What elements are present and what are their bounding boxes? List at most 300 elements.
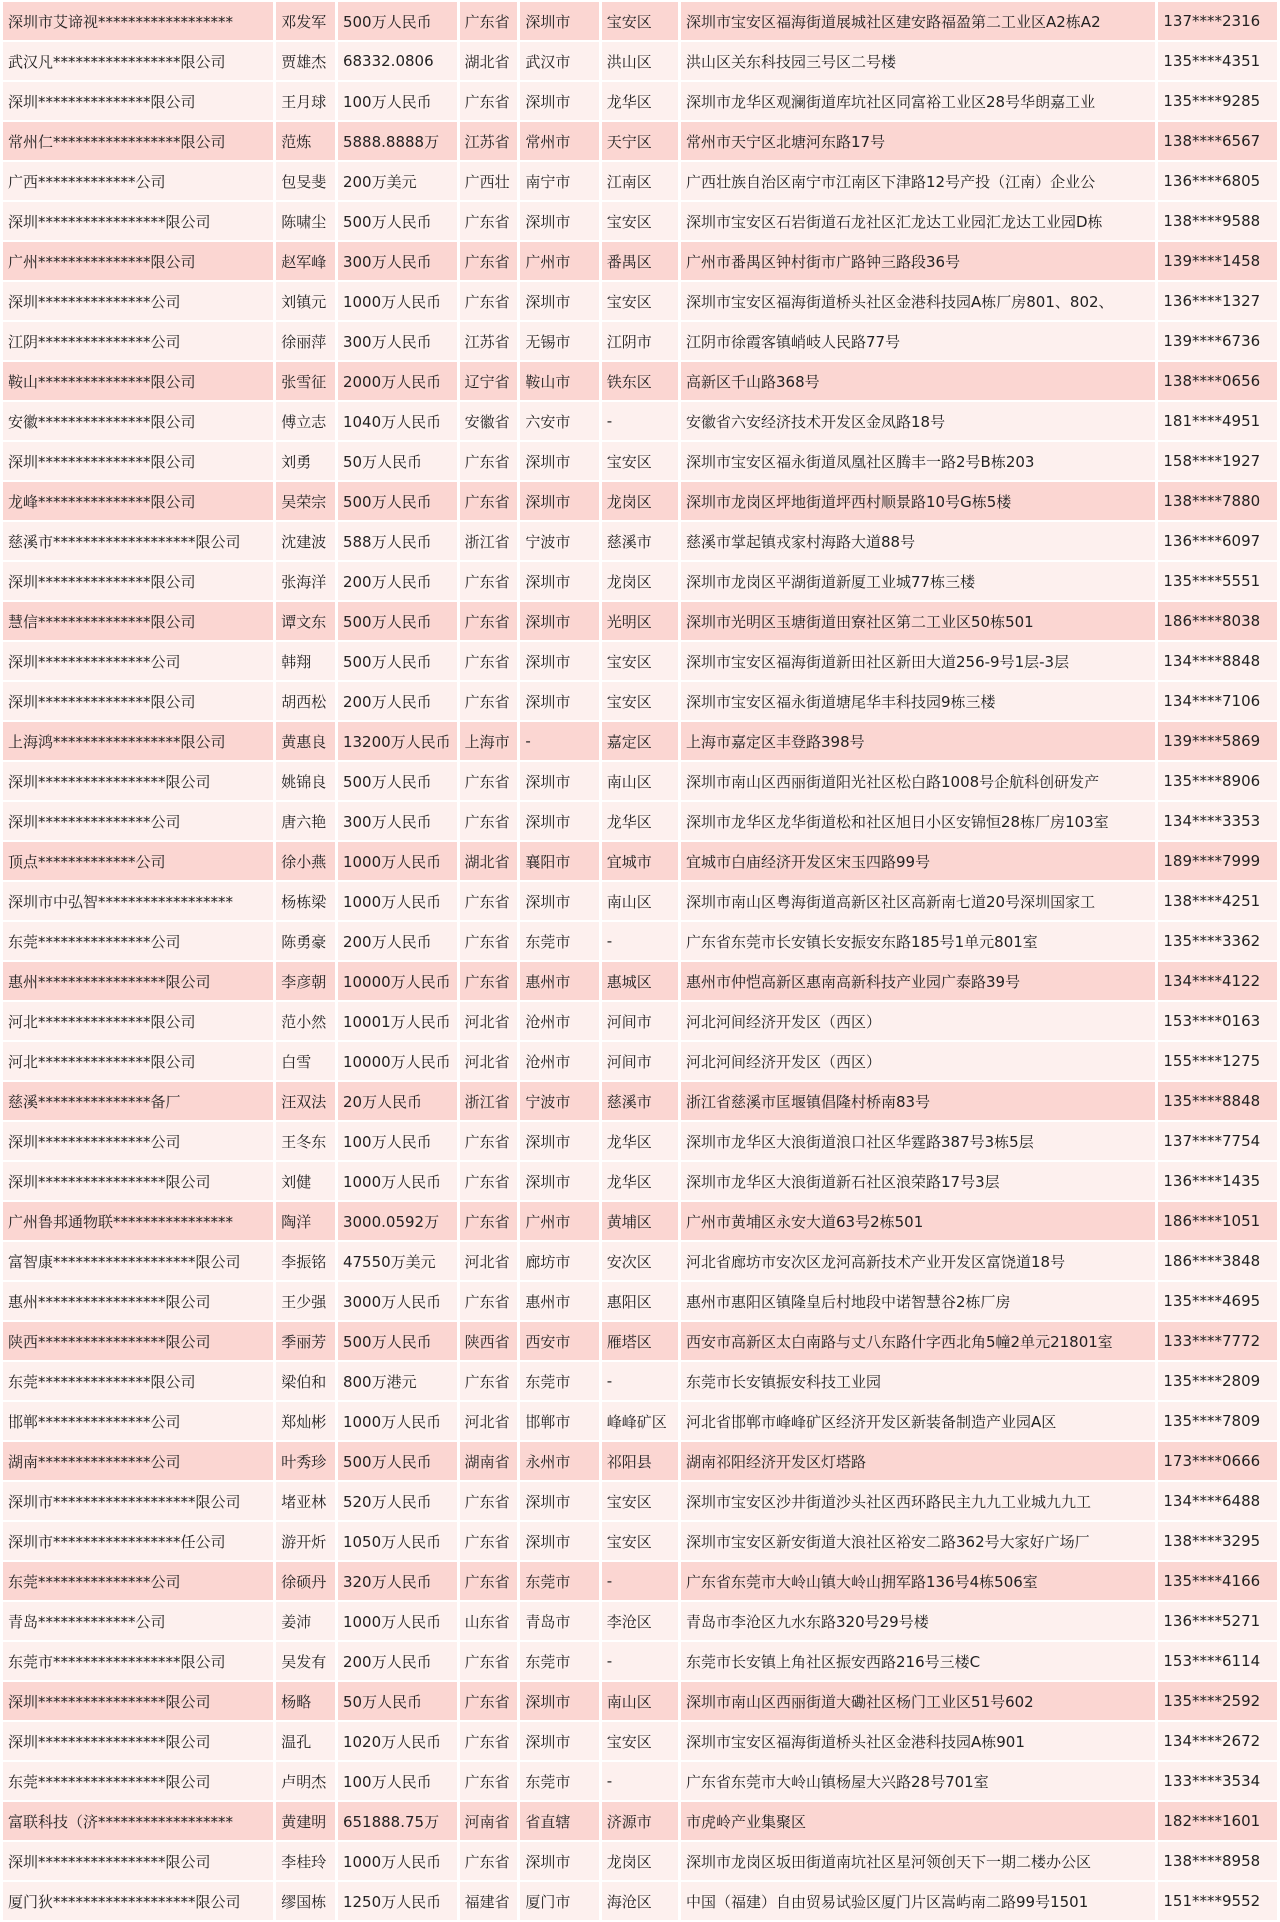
address-cell: 广西壮族自治区南宁市江南区下津路12号产投（江南）企业公 [681,162,1155,200]
district-cell: 黄埔区 [602,1202,678,1240]
district-cell: 宝安区 [602,202,678,240]
city-cell: 深圳市 [520,1722,598,1760]
city-cell: 东莞市 [520,1562,598,1600]
address-cell: 惠州市仲恺高新区惠南高新科技产业园广泰路39号 [681,962,1155,1000]
province-cell: 河北省 [460,1002,518,1040]
address-cell: 深圳市龙岗区坪地街道坪西村顺景路10号G栋5楼 [681,482,1155,520]
district-cell: 洪山区 [602,42,678,80]
address-cell: 深圳市宝安区福永街道塘尾华丰科技园9栋三楼 [681,682,1155,720]
registered-capital-cell: 5888.8888万 [338,122,457,160]
district-cell: 龙华区 [602,82,678,120]
phone-cell: 181****4951 [1158,402,1277,440]
company-name-cell: 顶点*************公司 [3,842,273,880]
phone-cell: 133****3534 [1158,1762,1277,1800]
district-cell: 峰峰矿区 [602,1402,678,1440]
province-cell: 广东省 [460,482,518,520]
table-row [3,1722,1277,1760]
province-cell: 福建省 [460,1882,518,1920]
registered-capital-cell: 500万人民币 [338,602,457,640]
province-cell: 广东省 [460,1642,518,1680]
company-name-cell: 深圳*****************限公司 [3,762,273,800]
city-cell: 深圳市 [520,802,598,840]
phone-cell: 138****7880 [1158,482,1277,520]
company-name-cell: 富联科技（济****************** [3,1802,273,1840]
address-cell: 高新区千山路368号 [681,362,1155,400]
registered-capital-cell: 1000万人民币 [338,1162,457,1200]
address-cell: 广东省东莞市大岭山镇大岭山拥军路136号4栋506室 [681,1562,1155,1600]
company-name-cell: 陕西*****************限公司 [3,1322,273,1360]
phone-cell: 134****3353 [1158,802,1277,840]
company-name-cell: 慈溪***************备厂 [3,1082,273,1120]
company-name-cell: 河北***************限公司 [3,1042,273,1080]
city-cell: 东莞市 [520,1642,598,1680]
district-cell: 李沧区 [602,1602,678,1640]
phone-cell: 135****2592 [1158,1682,1277,1720]
phone-cell: 136****6097 [1158,522,1277,560]
city-cell: 深圳市 [520,602,598,640]
table-row [3,42,1277,80]
registered-capital-cell: 1020万人民币 [338,1722,457,1760]
table-row [3,1522,1277,1560]
city-cell: 深圳市 [520,282,598,320]
legal-person-cell: 徐小燕 [276,842,335,880]
phone-cell: 134****6488 [1158,1482,1277,1520]
company-name-cell: 上海鸿*****************限公司 [3,722,273,760]
table-row [3,1122,1277,1160]
registered-capital-cell: 100万人民币 [338,1762,457,1800]
province-cell: 河北省 [460,1402,518,1440]
phone-cell: 136****6805 [1158,162,1277,200]
legal-person-cell: 温孔 [276,1722,335,1760]
phone-cell: 135****7809 [1158,1402,1277,1440]
table-row [3,1082,1277,1120]
registered-capital-cell: 500万人民币 [338,2,457,40]
province-cell: 广东省 [460,642,518,680]
district-cell: 雁塔区 [602,1322,678,1360]
address-cell: 慈溪市掌起镇戎家村海路大道88号 [681,522,1155,560]
table-row [3,1842,1277,1880]
legal-person-cell: 郑灿彬 [276,1402,335,1440]
city-cell: 常州市 [520,122,598,160]
district-cell: 宝安区 [602,2,678,40]
address-cell: 洪山区关东科技园三号区二号楼 [681,42,1155,80]
table-row [3,82,1277,120]
table-row [3,402,1277,440]
legal-person-cell: 杨栋梁 [276,882,335,920]
city-cell: 深圳市 [520,562,598,600]
address-cell: 河北河间经济开发区（西区） [681,1002,1155,1040]
city-cell: 深圳市 [520,642,598,680]
address-cell: 深圳市宝安区福海街道新田社区新田大道256-9号1层-3层 [681,642,1155,680]
registered-capital-cell: 200万人民币 [338,562,457,600]
district-cell: 天宁区 [602,122,678,160]
legal-person-cell: 李振铭 [276,1242,335,1280]
company-table-body [3,2,1277,1920]
company-name-cell: 安徽***************限公司 [3,402,273,440]
phone-cell: 138****9588 [1158,202,1277,240]
district-cell: 光明区 [602,602,678,640]
phone-cell: 135****3362 [1158,922,1277,960]
province-cell: 广东省 [460,1362,518,1400]
company-name-cell: 深圳***************公司 [3,802,273,840]
city-cell: 厦门市 [520,1882,598,1920]
legal-person-cell: 缪国栋 [276,1882,335,1920]
registered-capital-cell: 300万人民币 [338,802,457,840]
legal-person-cell: 陈啸尘 [276,202,335,240]
company-name-cell: 深圳***************限公司 [3,82,273,120]
phone-cell: 138****0656 [1158,362,1277,400]
company-name-cell: 湖南***************公司 [3,1442,273,1480]
legal-person-cell: 李桂玲 [276,1842,335,1880]
phone-cell: 153****6114 [1158,1642,1277,1680]
city-cell: 省直辖 [520,1802,598,1840]
phone-cell: 134****7106 [1158,682,1277,720]
address-cell: 河北省廊坊市安次区龙河高新技术产业开发区富饶道18号 [681,1242,1155,1280]
company-name-cell: 深圳***************公司 [3,282,273,320]
legal-person-cell: 刘勇 [276,442,335,480]
registered-capital-cell: 10000万人民币 [338,1042,457,1080]
address-cell: 深圳市南山区粤海街道高新区社区高新南七道20号深圳国家工 [681,882,1155,920]
legal-person-cell: 范炼 [276,122,335,160]
city-cell: 深圳市 [520,442,598,480]
company-name-cell: 深圳市艾谛视****************** [3,2,273,40]
address-cell: 湖南祁阳经济开发区灯塔路 [681,1442,1155,1480]
phone-cell: 153****0163 [1158,1002,1277,1040]
province-cell: 广东省 [460,762,518,800]
district-cell: 河间市 [602,1042,678,1080]
legal-person-cell: 黄惠良 [276,722,335,760]
company-name-cell: 东莞***************限公司 [3,1362,273,1400]
address-cell: 深圳市宝安区新安街道大浪社区裕安二路362号大家好广场厂 [681,1522,1155,1560]
phone-cell: 135****4695 [1158,1282,1277,1320]
legal-person-cell: 赵军峰 [276,242,335,280]
address-cell: 深圳市龙华区大浪街道新石社区浪荣路17号3层 [681,1162,1155,1200]
company-name-cell: 深圳市中弘智****************** [3,882,273,920]
registered-capital-cell: 100万人民币 [338,82,457,120]
district-cell: 宝安区 [602,1722,678,1760]
address-cell: 浙江省慈溪市匡堰镇倡隆村桥南83号 [681,1082,1155,1120]
province-cell: 湖北省 [460,42,518,80]
legal-person-cell: 卢明杰 [276,1762,335,1800]
table-row [3,1282,1277,1320]
company-name-cell: 慈溪市*******************限公司 [3,522,273,560]
phone-cell: 186****1051 [1158,1202,1277,1240]
district-cell: 龙岗区 [602,1842,678,1880]
district-cell: - [602,1762,678,1800]
table-row [3,362,1277,400]
phone-cell: 133****7772 [1158,1322,1277,1360]
phone-cell: 139****5869 [1158,722,1277,760]
legal-person-cell: 叶秀珍 [276,1442,335,1480]
company-name-cell: 深圳***************公司 [3,1122,273,1160]
district-cell: 海沧区 [602,1882,678,1920]
company-name-cell: 河北***************限公司 [3,1002,273,1040]
province-cell: 广东省 [460,922,518,960]
registered-capital-cell: 13200万人民币 [338,722,457,760]
legal-person-cell: 陶洋 [276,1202,335,1240]
legal-person-cell: 范小然 [276,1002,335,1040]
district-cell: 宝安区 [602,682,678,720]
district-cell: 济源市 [602,1802,678,1840]
legal-person-cell: 吴荣宗 [276,482,335,520]
table-row [3,1242,1277,1280]
province-cell: 河南省 [460,1802,518,1840]
district-cell: 宝安区 [602,1482,678,1520]
province-cell: 广东省 [460,602,518,640]
legal-person-cell: 刘镇元 [276,282,335,320]
province-cell: 广东省 [460,1122,518,1160]
table-row [3,1202,1277,1240]
province-cell: 广东省 [460,202,518,240]
company-name-cell: 东莞***************公司 [3,922,273,960]
registered-capital-cell: 10000万人民币 [338,962,457,1000]
company-name-cell: 东莞市*****************限公司 [3,1642,273,1680]
company-name-cell: 东莞*****************限公司 [3,1762,273,1800]
district-cell: 祁阳县 [602,1442,678,1480]
province-cell: 陕西省 [460,1322,518,1360]
registered-capital-cell: 500万人民币 [338,1442,457,1480]
address-cell: 东莞市长安镇上角社区振安西路216号三楼C [681,1642,1155,1680]
table-row [3,842,1277,880]
phone-cell: 158****1927 [1158,442,1277,480]
city-cell: 深圳市 [520,482,598,520]
registered-capital-cell: 3000.0592万 [338,1202,457,1240]
district-cell: 惠阳区 [602,1282,678,1320]
registered-capital-cell: 200万人民币 [338,922,457,960]
table-row [3,642,1277,680]
district-cell: 宝安区 [602,282,678,320]
legal-person-cell: 贾雄杰 [276,42,335,80]
company-name-cell: 广州鲁邦通物联**************** [3,1202,273,1240]
table-row [3,1162,1277,1200]
company-name-cell: 慧信***************限公司 [3,602,273,640]
registered-capital-cell: 68332.0806 [338,42,457,80]
company-name-cell: 东莞***************公司 [3,1562,273,1600]
phone-cell: 134****4122 [1158,962,1277,1000]
city-cell: 永州市 [520,1442,598,1480]
legal-person-cell: 张海洋 [276,562,335,600]
district-cell: 铁东区 [602,362,678,400]
district-cell: 慈溪市 [602,522,678,560]
phone-cell: 173****0666 [1158,1442,1277,1480]
phone-cell: 135****8906 [1158,762,1277,800]
province-cell: 广东省 [460,442,518,480]
registered-capital-cell: 1040万人民币 [338,402,457,440]
registered-capital-cell: 1000万人民币 [338,1602,457,1640]
table-row [3,962,1277,1000]
address-cell: 深圳市宝安区石岩街道石龙社区汇龙达工业园汇龙达工业园D栋 [681,202,1155,240]
city-cell: 深圳市 [520,202,598,240]
district-cell: 宝安区 [602,642,678,680]
registered-capital-cell: 50万人民币 [338,442,457,480]
phone-cell: 182****1601 [1158,1802,1277,1840]
district-cell: 江阴市 [602,322,678,360]
address-cell: 市虎岭产业集聚区 [681,1802,1155,1840]
city-cell: 襄阳市 [520,842,598,880]
phone-cell: 138****8958 [1158,1842,1277,1880]
registered-capital-cell: 1000万人民币 [338,842,457,880]
table-row [3,442,1277,480]
district-cell: 龙华区 [602,1122,678,1160]
province-cell: 广东省 [460,962,518,1000]
address-cell: 广东省东莞市大岭山镇杨屋大兴路28号701室 [681,1762,1155,1800]
table-row [3,2,1277,40]
city-cell: 宁波市 [520,1082,598,1120]
registered-capital-cell: 200万人民币 [338,682,457,720]
phone-cell: 136****1435 [1158,1162,1277,1200]
table-row [3,922,1277,960]
legal-person-cell: 吴发有 [276,1642,335,1680]
company-name-cell: 深圳市*****************任公司 [3,1522,273,1560]
city-cell: 深圳市 [520,1682,598,1720]
province-cell: 广西壮 [460,162,518,200]
address-cell: 深圳市宝安区福永街道凤凰社区腾丰一路2号B栋203 [681,442,1155,480]
company-name-cell: 广州***************限公司 [3,242,273,280]
province-cell: 上海市 [460,722,518,760]
city-cell: 东莞市 [520,1362,598,1400]
province-cell: 浙江省 [460,522,518,560]
phone-cell: 139****1458 [1158,242,1277,280]
registered-capital-cell: 500万人民币 [338,642,457,680]
district-cell: 慈溪市 [602,1082,678,1120]
city-cell: 广州市 [520,242,598,280]
table-row [3,1562,1277,1600]
company-name-cell: 深圳*****************限公司 [3,1682,273,1720]
city-cell: 南宁市 [520,162,598,200]
city-cell: 深圳市 [520,762,598,800]
table-row [3,562,1277,600]
district-cell: 惠城区 [602,962,678,1000]
province-cell: 河北省 [460,1042,518,1080]
table-row [3,1002,1277,1040]
province-cell: 广东省 [460,562,518,600]
legal-person-cell: 沈建波 [276,522,335,560]
registered-capital-cell: 588万人民币 [338,522,457,560]
province-cell: 广东省 [460,802,518,840]
address-cell: 深圳市宝安区福海街道展城社区建安路福盈第二工业区A2栋A2 [681,2,1155,40]
city-cell: 邯郸市 [520,1402,598,1440]
registered-capital-cell: 2000万人民币 [338,362,457,400]
address-cell: 广州市番禺区钟村街市广路钟三路段36号 [681,242,1155,280]
company-name-cell: 深圳*****************限公司 [3,1842,273,1880]
province-cell: 广东省 [460,1202,518,1240]
table-row [3,1442,1277,1480]
table-row [3,122,1277,160]
city-cell: 六安市 [520,402,598,440]
table-row [3,1322,1277,1360]
phone-cell: 139****6736 [1158,322,1277,360]
legal-person-cell: 黄建明 [276,1802,335,1840]
district-cell: 南山区 [602,1682,678,1720]
city-cell: 广州市 [520,1202,598,1240]
city-cell: 深圳市 [520,1842,598,1880]
address-cell: 深圳市龙华区观澜街道库坑社区同富裕工业区28号华朗嘉工业 [681,82,1155,120]
legal-person-cell: 傅立志 [276,402,335,440]
district-cell: - [602,1562,678,1600]
company-name-cell: 厦门狄*******************限公司 [3,1882,273,1920]
company-name-cell: 深圳*****************限公司 [3,1162,273,1200]
phone-cell: 135****8848 [1158,1082,1277,1120]
company-name-cell: 深圳***************限公司 [3,562,273,600]
table-row [3,762,1277,800]
phone-cell: 136****5271 [1158,1602,1277,1640]
province-cell: 河北省 [460,1242,518,1280]
province-cell: 广东省 [460,1282,518,1320]
registered-capital-cell: 1250万人民币 [338,1882,457,1920]
phone-cell: 138****6567 [1158,122,1277,160]
registered-capital-cell: 200万美元 [338,162,457,200]
district-cell: 江南区 [602,162,678,200]
phone-cell: 135****4166 [1158,1562,1277,1600]
province-cell: 安徽省 [460,402,518,440]
table-row [3,282,1277,320]
registered-capital-cell: 47550万美元 [338,1242,457,1280]
province-cell: 广东省 [460,1482,518,1520]
district-cell: 龙华区 [602,1162,678,1200]
city-cell: - [520,722,598,760]
address-cell: 宜城市白庙经济开发区宋玉四路99号 [681,842,1155,880]
address-cell: 河北河间经济开发区（西区） [681,1042,1155,1080]
table-row [3,1042,1277,1080]
address-cell: 深圳市龙华区龙华街道松和社区旭日小区安锦恒28栋厂房103室 [681,802,1155,840]
phone-cell: 151****9552 [1158,1882,1277,1920]
company-name-cell: 江阴***************公司 [3,322,273,360]
phone-cell: 135****2809 [1158,1362,1277,1400]
city-cell: 深圳市 [520,1482,598,1520]
city-cell: 武汉市 [520,42,598,80]
phone-cell: 134****8848 [1158,642,1277,680]
company-name-cell: 深圳***************限公司 [3,682,273,720]
province-cell: 广东省 [460,1682,518,1720]
city-cell: 西安市 [520,1322,598,1360]
address-cell: 深圳市南山区西丽街道阳光社区松白路1008号企航科创研发产 [681,762,1155,800]
company-name-cell: 鞍山***************限公司 [3,362,273,400]
city-cell: 惠州市 [520,962,598,1000]
district-cell: 宝安区 [602,442,678,480]
legal-person-cell: 汪双法 [276,1082,335,1120]
district-cell: 南山区 [602,762,678,800]
legal-person-cell: 谭文东 [276,602,335,640]
company-name-cell: 常州仁*****************限公司 [3,122,273,160]
city-cell: 沧州市 [520,1002,598,1040]
registered-capital-cell: 1000万人民币 [338,282,457,320]
city-cell: 鞍山市 [520,362,598,400]
table-row [3,722,1277,760]
province-cell: 湖北省 [460,842,518,880]
table-row [3,1682,1277,1720]
company-name-cell: 深圳市*******************限公司 [3,1482,273,1520]
address-cell: 深圳市龙华区大浪街道浪口社区华霆路387号3栋5层 [681,1122,1155,1160]
province-cell: 湖南省 [460,1442,518,1480]
company-name-cell: 青岛*************公司 [3,1602,273,1640]
registered-capital-cell: 800万港元 [338,1362,457,1400]
legal-person-cell: 陈勇豪 [276,922,335,960]
province-cell: 山东省 [460,1602,518,1640]
district-cell: - [602,922,678,960]
company-name-cell: 龙峰***************限公司 [3,482,273,520]
address-cell: 深圳市龙岗区平湖街道新厦工业城77栋三楼 [681,562,1155,600]
province-cell: 广东省 [460,1722,518,1760]
company-name-cell: 惠州*****************限公司 [3,962,273,1000]
address-cell: 常州市天宁区北塘河东路17号 [681,122,1155,160]
company-name-cell: 邯郸***************公司 [3,1402,273,1440]
table-row [3,482,1277,520]
phone-cell: 186****8038 [1158,602,1277,640]
district-cell: 番禺区 [602,242,678,280]
registered-capital-cell: 50万人民币 [338,1682,457,1720]
legal-person-cell: 徐丽萍 [276,322,335,360]
phone-cell: 189****7999 [1158,842,1277,880]
